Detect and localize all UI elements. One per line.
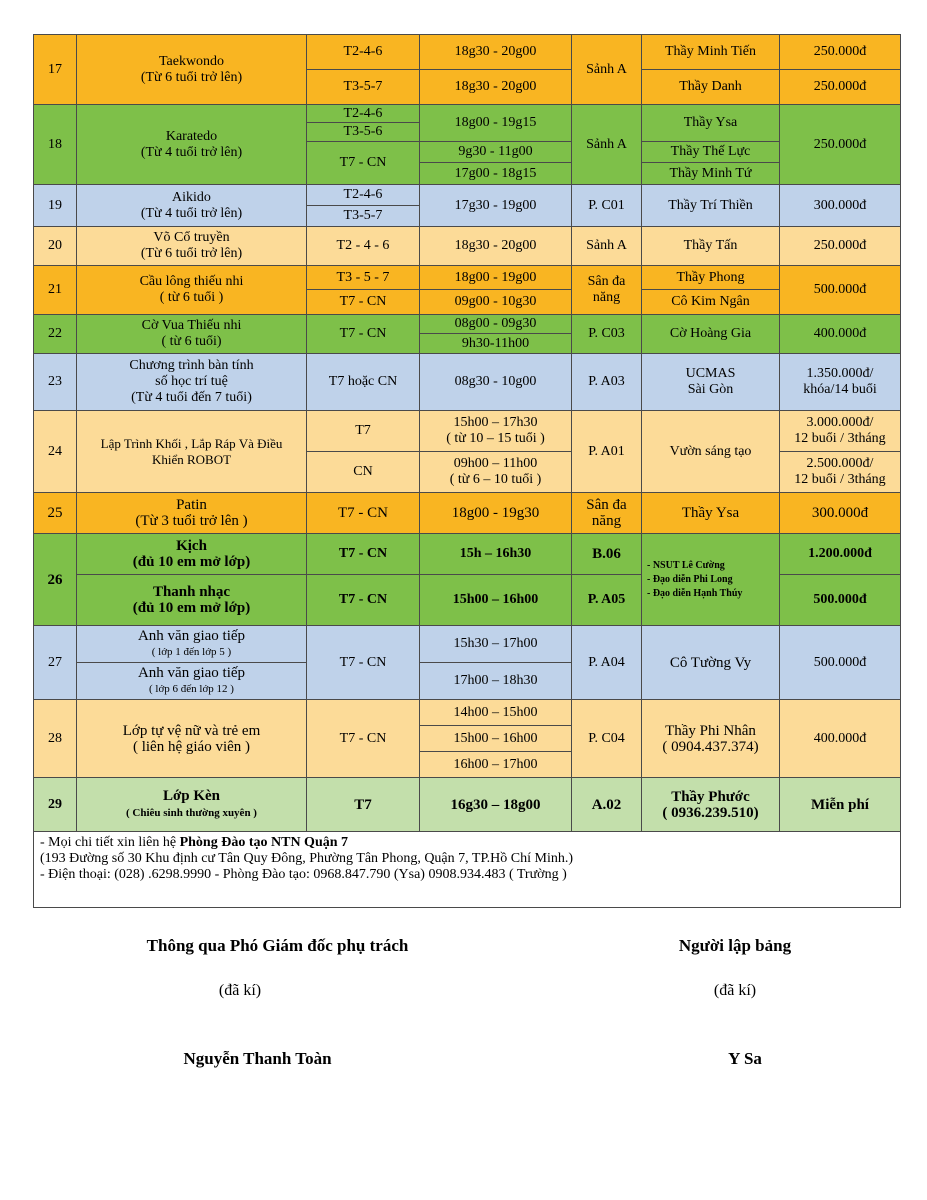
left-signature-signed: (đã kí)	[218, 982, 262, 999]
class-days: T3-5-7	[307, 70, 420, 105]
class-name: Võ Cổ truyền (Từ 6 tuổi trở lên)	[77, 227, 307, 266]
class-room: P. A05	[572, 575, 642, 626]
class-name: Kịch (đủ 10 em mở lớp)	[77, 534, 307, 575]
class-days: T7 - CN	[307, 142, 420, 185]
class-teacher: UCMAS Sài Gòn	[642, 354, 780, 411]
class-teacher: Thầy Thế Lực	[642, 142, 780, 163]
class-name: Anh văn giao tiếp ( lớp 6 đến lớp 12 )	[77, 663, 307, 700]
class-fee: 400.000đ	[780, 700, 901, 778]
row-number: 20	[34, 227, 77, 266]
class-days: T2 - 4 - 6	[307, 227, 420, 266]
class-room: Sảnh A	[572, 105, 642, 185]
class-time: 18g30 - 20g00	[420, 227, 572, 266]
row-number: 26	[34, 534, 77, 626]
class-time: 09h00 – 11h00 ( từ 6 – 10 tuổi )	[420, 452, 572, 493]
class-name: Aikido (Từ 4 tuổi trở lên)	[77, 185, 307, 227]
class-days: T3-5-7	[307, 206, 420, 227]
class-schedule-table	[33, 34, 901, 908]
class-fee: 250.000đ	[780, 227, 901, 266]
class-time: 18g30 - 20g00	[420, 35, 572, 70]
class-fee: 500.000đ	[780, 626, 901, 700]
class-days: T7 - CN	[307, 290, 420, 315]
class-time: 16h00 – 17h00	[420, 752, 572, 778]
class-name: Cầu lông thiếu nhi ( từ 6 tuổi )	[77, 266, 307, 315]
class-days: T7 - CN	[307, 534, 420, 575]
class-fee: 400.000đ	[780, 315, 901, 354]
class-time: 17g30 - 19g00	[420, 185, 572, 227]
class-time: 18g30 - 20g00	[420, 70, 572, 105]
class-fee: 2.500.000đ/ 12 buổi / 3tháng	[780, 452, 901, 493]
class-days: T3-5-6	[307, 123, 420, 142]
class-time: 15h – 16h30	[420, 534, 572, 575]
row-number: 28	[34, 700, 77, 778]
class-days: T7	[307, 411, 420, 452]
class-name: Anh văn giao tiếp ( lớp 1 đến lớp 5 )	[77, 626, 307, 663]
class-name: Cờ Vua Thiếu nhi ( từ 6 tuổi)	[77, 315, 307, 354]
row-number: 18	[34, 105, 77, 185]
class-teacher: Thầy Ysa	[642, 105, 780, 142]
class-fee: 250.000đ	[780, 70, 901, 105]
table-row	[34, 411, 901, 452]
contact-address: (193 Đường số 30 Khu định cư Tân Quy Đông, Phường Tân Phong, Quận 7, TP.Hồ Chí Minh.)	[40, 851, 574, 866]
right-signature-name: Y Sa	[728, 1049, 762, 1068]
class-days: T7 - CN	[307, 700, 420, 778]
class-teacher: Thầy Trí Thiền	[642, 185, 780, 227]
table-row	[34, 700, 901, 726]
class-time: 16g30 – 18g00	[420, 778, 572, 832]
left-signature-name: Nguyễn Thanh Toàn	[183, 1049, 332, 1068]
class-room: A.02	[572, 778, 642, 832]
table-row	[34, 315, 901, 334]
class-teacher: Thầy Phong	[642, 266, 780, 290]
right-signature-signed: (đã kí)	[713, 982, 757, 999]
contact-notes: - Mọi chi tiết xin liên hệ Phòng Đào tạo NTN Quận 7 (193 Đường số 30 Khu định cư Tân Quy Đông, Phường Tân Phong, Quận 7, TP.Hồ Chí Minh.) - Điện thoại: (028) .6298.9990 - Phòng Đào tạo: 0968.847.790 (Ysa) 0908.934.483 ( Trường )	[34, 832, 901, 908]
class-teacher: Vườn sáng tạo	[642, 411, 780, 493]
class-fee: 500.000đ	[780, 575, 901, 626]
class-name: Lập Trình Khối , Lắp Ráp Và Điều Khiển ROBOT	[77, 411, 307, 493]
class-name: Thanh nhạc (đủ 10 em mở lớp)	[77, 575, 307, 626]
class-time: 9h30-11h00	[420, 334, 572, 354]
class-fee: Miễn phí	[780, 778, 901, 832]
notes-row	[34, 832, 901, 908]
class-room: B.06	[572, 534, 642, 575]
class-room: P. C01	[572, 185, 642, 227]
class-days: T2-4-6	[307, 35, 420, 70]
class-teacher: Thầy Danh	[642, 70, 780, 105]
class-room: Sảnh A	[572, 227, 642, 266]
class-teacher: Thầy Minh Tứ	[642, 163, 780, 185]
class-room: Sân đa năng	[572, 493, 642, 534]
class-fee: 300.000đ	[780, 185, 901, 227]
class-name: Chương trình bàn tính số học trí tuệ (Từ 4 tuổi đến 7 tuổi)	[77, 354, 307, 411]
table-row	[34, 105, 901, 123]
class-room: P. C04	[572, 700, 642, 778]
class-name: Patin (Từ 3 tuổi trở lên )	[77, 493, 307, 534]
row-number: 23	[34, 354, 77, 411]
class-teacher: - NSUT Lê Cường - Đạo diễn Phi Long - Đạo diễn Hạnh Thúy	[642, 534, 780, 626]
class-teacher: Thầy Minh Tiến	[642, 35, 780, 70]
right-signature-title: Người lập bảng	[678, 936, 792, 955]
class-days: CN	[307, 452, 420, 493]
class-fee: 500.000đ	[780, 266, 901, 315]
class-name: Lớp Kèn ( Chiêu sinh thường xuyên )	[77, 778, 307, 832]
row-number: 22	[34, 315, 77, 354]
table-row	[34, 185, 901, 206]
class-name: Lớp tự vệ nữ và trẻ em ( liên hệ giáo viên )	[77, 700, 307, 778]
class-days: T7 hoặc CN	[307, 354, 420, 411]
class-name: Karatedo (Từ 4 tuổi trở lên)	[77, 105, 307, 185]
class-days: T7 - CN	[307, 315, 420, 354]
class-time: 15h00 – 16h00	[420, 575, 572, 626]
class-time: 08g30 - 10g00	[420, 354, 572, 411]
class-teacher: Thầy Phước ( 0936.239.510)	[642, 778, 780, 832]
table-row	[34, 35, 901, 70]
row-number: 25	[34, 493, 77, 534]
class-time: 09g00 - 10g30	[420, 290, 572, 315]
class-room: P. C03	[572, 315, 642, 354]
class-fee: 1.200.000đ	[780, 534, 901, 575]
class-teacher: Cô Tường Vy	[642, 626, 780, 700]
class-time: 17h00 – 18h30	[420, 663, 572, 700]
class-teacher: Cô Kim Ngân	[642, 290, 780, 315]
class-fee: 250.000đ	[780, 105, 901, 185]
row-number: 21	[34, 266, 77, 315]
row-number: 29	[34, 778, 77, 832]
table-row	[34, 354, 901, 411]
table-row	[34, 534, 901, 575]
class-days: T7 - CN	[307, 626, 420, 700]
table-row	[34, 266, 901, 290]
class-days: T2-4-6	[307, 185, 420, 206]
class-time: 9g30 - 11g00	[420, 142, 572, 163]
class-days: T7	[307, 778, 420, 832]
class-teacher: Thầy Phi Nhân ( 0904.437.374)	[642, 700, 780, 778]
class-fee: 3.000.000đ/ 12 buổi / 3tháng	[780, 411, 901, 452]
class-time: 08g00 - 09g30	[420, 315, 572, 334]
class-time: 15h00 – 16h00	[420, 726, 572, 752]
row-number: 24	[34, 411, 77, 493]
class-days: T2-4-6	[307, 105, 420, 123]
class-teacher: Thầy Ysa	[642, 493, 780, 534]
class-time: 18g00 - 19g00	[420, 266, 572, 290]
class-fee: 300.000đ	[780, 493, 901, 534]
class-time: 14h00 – 15h00	[420, 700, 572, 726]
left-signature-title: Thông qua Phó Giám đốc phụ trách	[146, 936, 409, 955]
row-number: 17	[34, 35, 77, 105]
class-room: P. A03	[572, 354, 642, 411]
contact-phones: - Điện thoại: (028) .6298.9990 - Phòng Đào tạo: 0968.847.790 (Ysa) 0908.934.483 ( Trường )	[40, 867, 567, 882]
class-time: 15h30 – 17h00	[420, 626, 572, 663]
class-time: 17g00 - 18g15	[420, 163, 572, 185]
class-teacher: Thầy Tấn	[642, 227, 780, 266]
class-teacher: Cờ Hoàng Gia	[642, 315, 780, 354]
class-time: 15h00 – 17h30 ( từ 10 – 15 tuổi )	[420, 411, 572, 452]
class-days: T3 - 5 - 7	[307, 266, 420, 290]
table-row	[34, 493, 901, 534]
class-room: Sảnh A	[572, 35, 642, 105]
row-number: 27	[34, 626, 77, 700]
class-time: 18g00 - 19g30	[420, 493, 572, 534]
row-number: 19	[34, 185, 77, 227]
class-days: T7 - CN	[307, 575, 420, 626]
class-time: 18g00 - 19g15	[420, 105, 572, 142]
class-room: P. A01	[572, 411, 642, 493]
class-name: Taekwondo (Từ 6 tuổi trở lên)	[77, 35, 307, 105]
table-row	[34, 227, 901, 266]
table-row	[34, 778, 901, 832]
contact-office: Phòng Đào tạo NTN Quận 7	[179, 835, 349, 850]
class-days: T7 - CN	[307, 493, 420, 534]
class-room: Sân đa năng	[572, 266, 642, 315]
class-fee: 250.000đ	[780, 35, 901, 70]
table-row	[34, 626, 901, 663]
class-room: P. A04	[572, 626, 642, 700]
class-fee: 1.350.000đ/ khóa/14 buổi	[780, 354, 901, 411]
